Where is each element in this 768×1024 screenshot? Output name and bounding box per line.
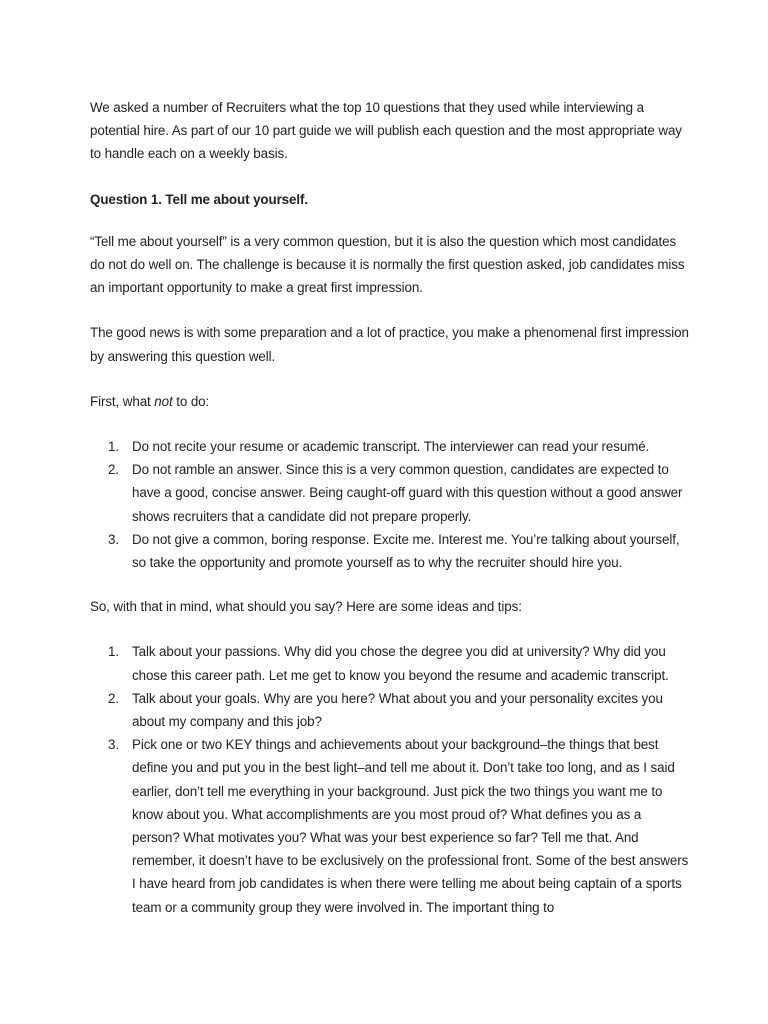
paragraph-tell-me: “Tell me about yourself” is a very common question, but it is also the question which most candidates do not do well on. The challenge is because it is normally the first question asked, job candidates miss an important opportunity to make a great first impression. [90,233,685,296]
list-item-text: Talk about your goals. Why are you here? What about you and your personality excites you about my company and this job? [132,690,663,730]
paragraph-what-should-you-say: So, with that in mind, what should you say? Here are some ideas and tips: [90,599,522,615]
first-what-before: First, what [90,393,155,409]
list-item [90,435,690,458]
list-item-text: Pick one or two KEY things and achievements about your background–the things that best define you and put you in the best light–and tell me about it. Don’t take too long, and as I said earlier, don’t tell me everything in your background. Just pick the two things you want me to know about you. What accomplishments are you most proud of? What defines you as a person? What motivates you? What was your best experience so far? Tell me that. And remember, it doesn’t have to be exclusively on the professional front. Some of the best answers I have heard from job candidates is when there were telling me about being captain of a sports team or a community group they were involved in. The important thing to [132,737,689,915]
question-heading: Question 1. Tell me about yourself. [90,191,308,207]
list-item-number: 3. [108,737,119,753]
tips-list [90,640,690,918]
list-item-number: 3. [108,531,119,547]
not-to-do-list [90,435,690,574]
first-what-not-line [90,390,690,413]
first-what-emphasis: not [154,393,173,409]
list-item [90,528,690,574]
list-item [90,458,690,528]
list-item-number: 2. [108,690,119,706]
list-item-number: 1. [108,439,119,455]
list-item [90,733,690,919]
list-item-text: Talk about your passions. Why did you chose the degree you did at university? Why did you chose this career path. Let me get to know you beyond the resume and academic transcript. [132,644,669,683]
list-item-text: Do not ramble an answer. Since this is a very common question, candidates are expected to have a good, concise answer. Being caught-off guard with this question without a good answer shows recruiters that a candidate did not prepare properly. [132,462,683,524]
list-item-text: Do not recite your resume or academic transcript. The interviewer can read your resumé. [132,439,650,455]
intro-paragraph: We asked a number of Recruiters what the top 10 questions that they used while interviewing a potential hire. As part of our 10 part guide we will publish each question and the most appropriate way to handle each on a weekly basis. [90,100,682,162]
first-what-after: to do: [172,393,210,409]
list-item-text: Do not give a common, boring response. Excite me. Interest me. You’re talking about yourself, so take the opportunity and promote yourself as to why the recruiter should hire you. [132,531,680,571]
list-item [90,687,690,733]
paragraph-good-news: The good news is with some preparation and a lot of practice, you make a phenomenal first impression by answering this question well. [90,325,689,364]
list-item [90,640,690,686]
list-item-number: 2. [108,462,119,478]
list-item-number: 1. [108,644,119,660]
document-page [90,96,690,940]
